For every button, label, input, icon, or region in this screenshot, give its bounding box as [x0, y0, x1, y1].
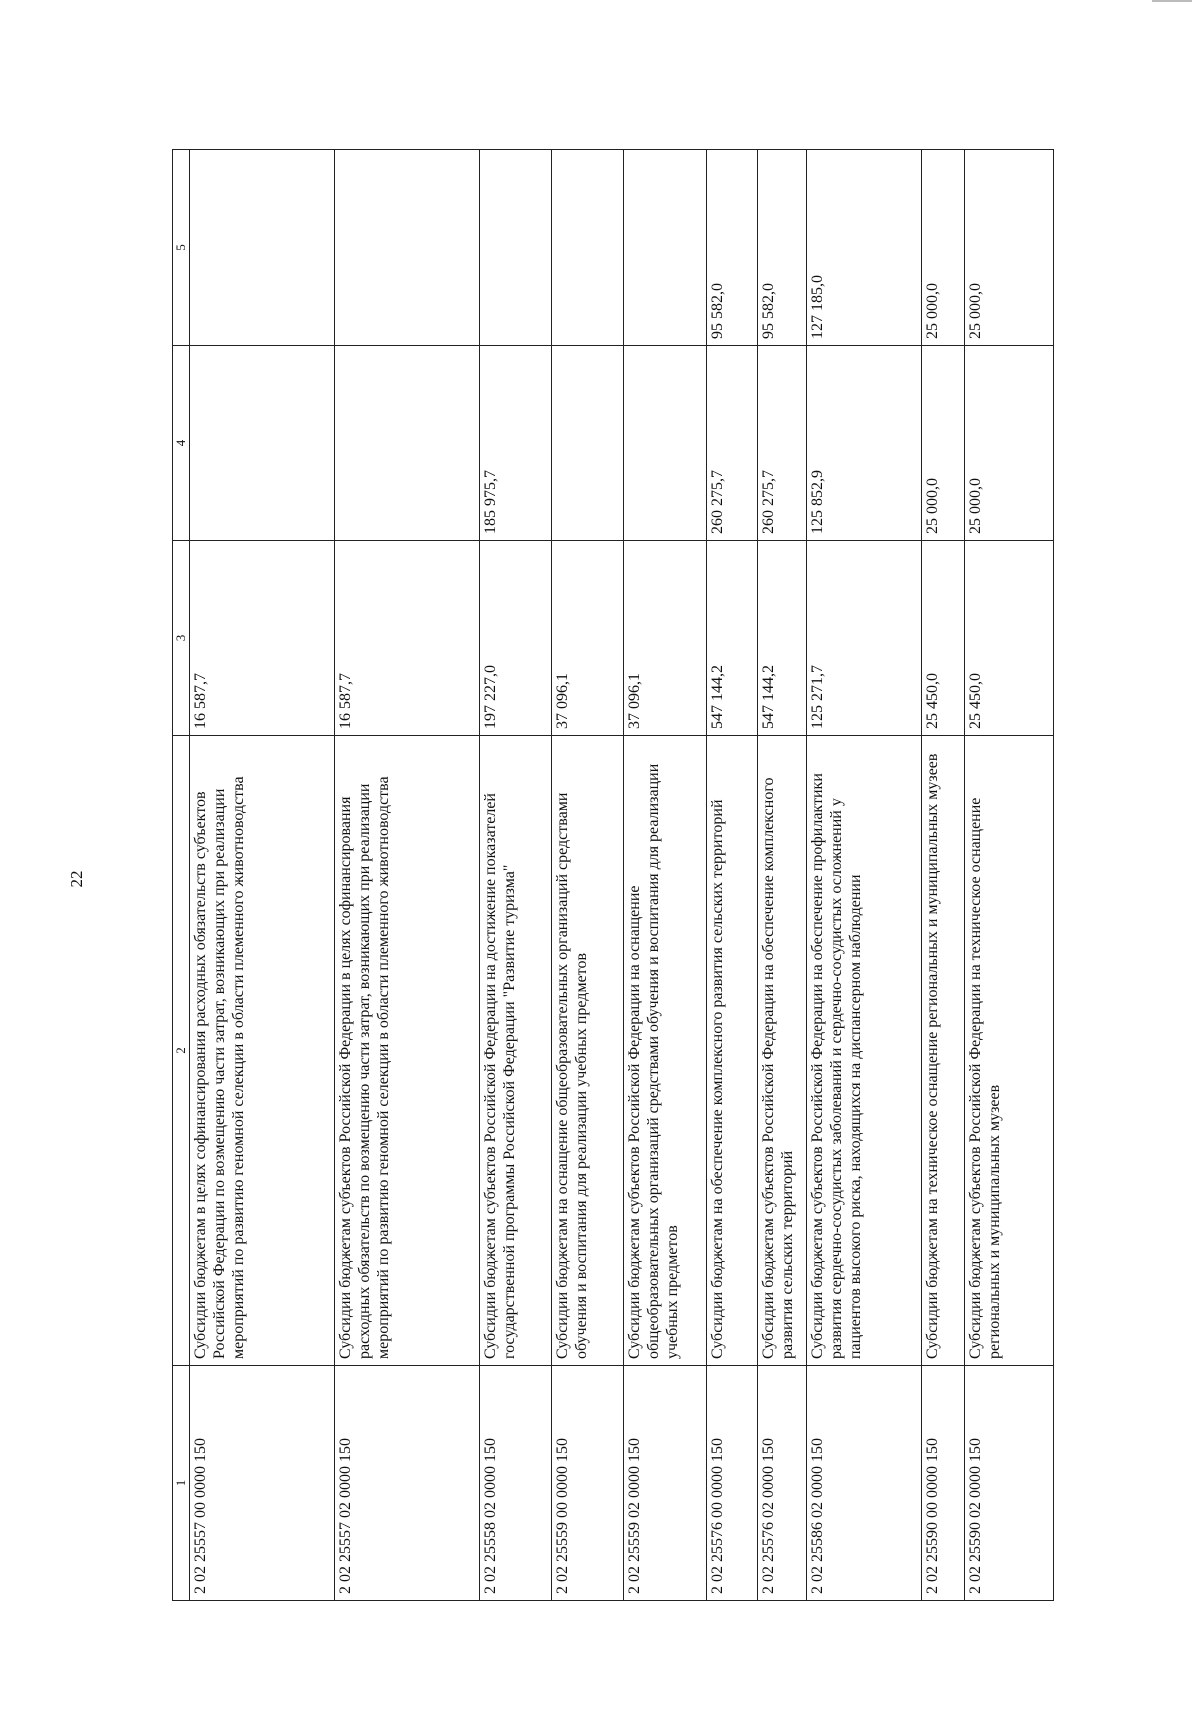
- value-col3-cell: 16 587,7: [335, 541, 480, 736]
- value-col4-cell: 25 000,0: [965, 346, 1054, 541]
- table-row: [922, 150, 965, 1601]
- value-col3-cell: 125 271,7: [807, 541, 922, 736]
- value-col5-cell: 127 185,0: [807, 150, 922, 346]
- value-col5-cell: 95 582,0: [758, 150, 807, 346]
- budget-code-cell: 2 02 25558 02 0000 150: [480, 1366, 552, 1601]
- value-col3-cell: 25 450,0: [922, 541, 965, 736]
- value-col4-cell: 260 275,7: [758, 346, 807, 541]
- value-col5-cell: [624, 150, 707, 346]
- description-cell: Субсидии бюджетам в целях софинансирования расходных обязательств субъектов Российской Федерации по возмещению части затрат, возникающих при реализации мероприятий по развитию геномной селекции в области племенного животноводства: [190, 736, 335, 1366]
- table-row: [190, 150, 335, 1601]
- value-col5-cell: [190, 150, 335, 346]
- table-row: [552, 150, 624, 1601]
- table-row: [807, 150, 922, 1601]
- budget-code-cell: 2 02 25590 02 0000 150: [965, 1366, 1054, 1601]
- value-col4-cell: 25 000,0: [922, 346, 965, 541]
- description-cell: Субсидии бюджетам на техническое оснащение региональных и муниципальных музеев: [922, 736, 965, 1366]
- value-col5-cell: [480, 150, 552, 346]
- budget-code-cell: 2 02 25559 00 0000 150: [552, 1366, 624, 1601]
- budget-code-cell: 2 02 25590 00 0000 150: [922, 1366, 965, 1601]
- value-col4-cell: 125 852,9: [807, 346, 922, 541]
- budget-table: [172, 149, 1054, 1601]
- rotated-table-container: [172, 150, 1078, 1601]
- description-cell: Субсидии бюджетам на обеспечение комплексного развития сельских территорий: [707, 736, 758, 1366]
- table-row: [480, 150, 552, 1601]
- value-col3-cell: 547 144,2: [758, 541, 807, 736]
- column-header-1: 1: [173, 1366, 190, 1601]
- value-col4-cell: 260 275,7: [707, 346, 758, 541]
- value-col5-cell: 95 582,0: [707, 150, 758, 346]
- description-cell: Субсидии бюджетам субъектов Российской Федерации на оснащение общеобразовательных организаций средствами обучения и воспитания для реализации учебных предметов: [624, 736, 707, 1366]
- value-col3-cell: 16 587,7: [190, 541, 335, 736]
- table-row: [758, 150, 807, 1601]
- budget-code-cell: 2 02 25586 02 0000 150: [807, 1366, 922, 1601]
- budget-code-cell: 2 02 25557 02 0000 150: [335, 1366, 480, 1601]
- description-cell: Субсидии бюджетам субъектов Российской Федерации на достижение показателей государственной программы Российской Федерации "Развитие туризма": [480, 736, 552, 1366]
- value-col3-cell: 197 227,0: [480, 541, 552, 736]
- column-header-2: 2: [173, 736, 190, 1366]
- table-row: [335, 150, 480, 1601]
- description-cell: Субсидии бюджетам субъектов Российской Федерации в целях софинансирования расходных обязательств по возмещению части затрат, возникающих при реализации мероприятий по развитию геномной селекции в области племенного животноводства: [335, 736, 480, 1366]
- value-col3-cell: 37 096,1: [624, 541, 707, 736]
- table-header-row: [173, 150, 190, 1601]
- scan-edge-mark: [1152, 0, 1192, 2]
- budget-code-cell: 2 02 25576 00 0000 150: [707, 1366, 758, 1601]
- value-col4-cell: [624, 346, 707, 541]
- budget-code-cell: 2 02 25576 02 0000 150: [758, 1366, 807, 1601]
- table-row: [707, 150, 758, 1601]
- description-cell: Субсидии бюджетам на оснащение общеобразовательных организаций средствами обучения и воспитания для реализации учебных предметов: [552, 736, 624, 1366]
- value-col3-cell: 37 096,1: [552, 541, 624, 736]
- table-row: [624, 150, 707, 1601]
- column-header-3: 3: [173, 541, 190, 736]
- column-header-5: 5: [173, 150, 190, 346]
- value-col5-cell: [552, 150, 624, 346]
- value-col4-cell: [190, 346, 335, 541]
- description-cell: Субсидии бюджетам субъектов Российской Федерации на обеспечение комплексного развития сельских территорий: [758, 736, 807, 1366]
- value-col5-cell: 25 000,0: [922, 150, 965, 346]
- description-cell: Субсидии бюджетам субъектов Российской Федерации на техническое оснащение региональных и муниципальных музеев: [965, 736, 1054, 1366]
- value-col5-cell: 25 000,0: [965, 150, 1054, 346]
- value-col3-cell: 547 144,2: [707, 541, 758, 736]
- budget-code-cell: 2 02 25559 02 0000 150: [624, 1366, 707, 1601]
- page-number: 22: [67, 870, 86, 888]
- value-col5-cell: [335, 150, 480, 346]
- value-col4-cell: 185 975,7: [480, 346, 552, 541]
- budget-code-cell: 2 02 25557 00 0000 150: [190, 1366, 335, 1601]
- value-col3-cell: 25 450,0: [965, 541, 1054, 736]
- table-row: [965, 150, 1054, 1601]
- description-cell: Субсидии бюджетам субъектов Российской Федерации на обеспечение профилактики развития сердечно-сосудистых заболеваний и сердечно-сосудистых осложнений у пациентов высокого риска, находящихся на диспансерном наблюдении: [807, 736, 922, 1366]
- value-col4-cell: [335, 346, 480, 541]
- column-header-4: 4: [173, 346, 190, 541]
- value-col4-cell: [552, 346, 624, 541]
